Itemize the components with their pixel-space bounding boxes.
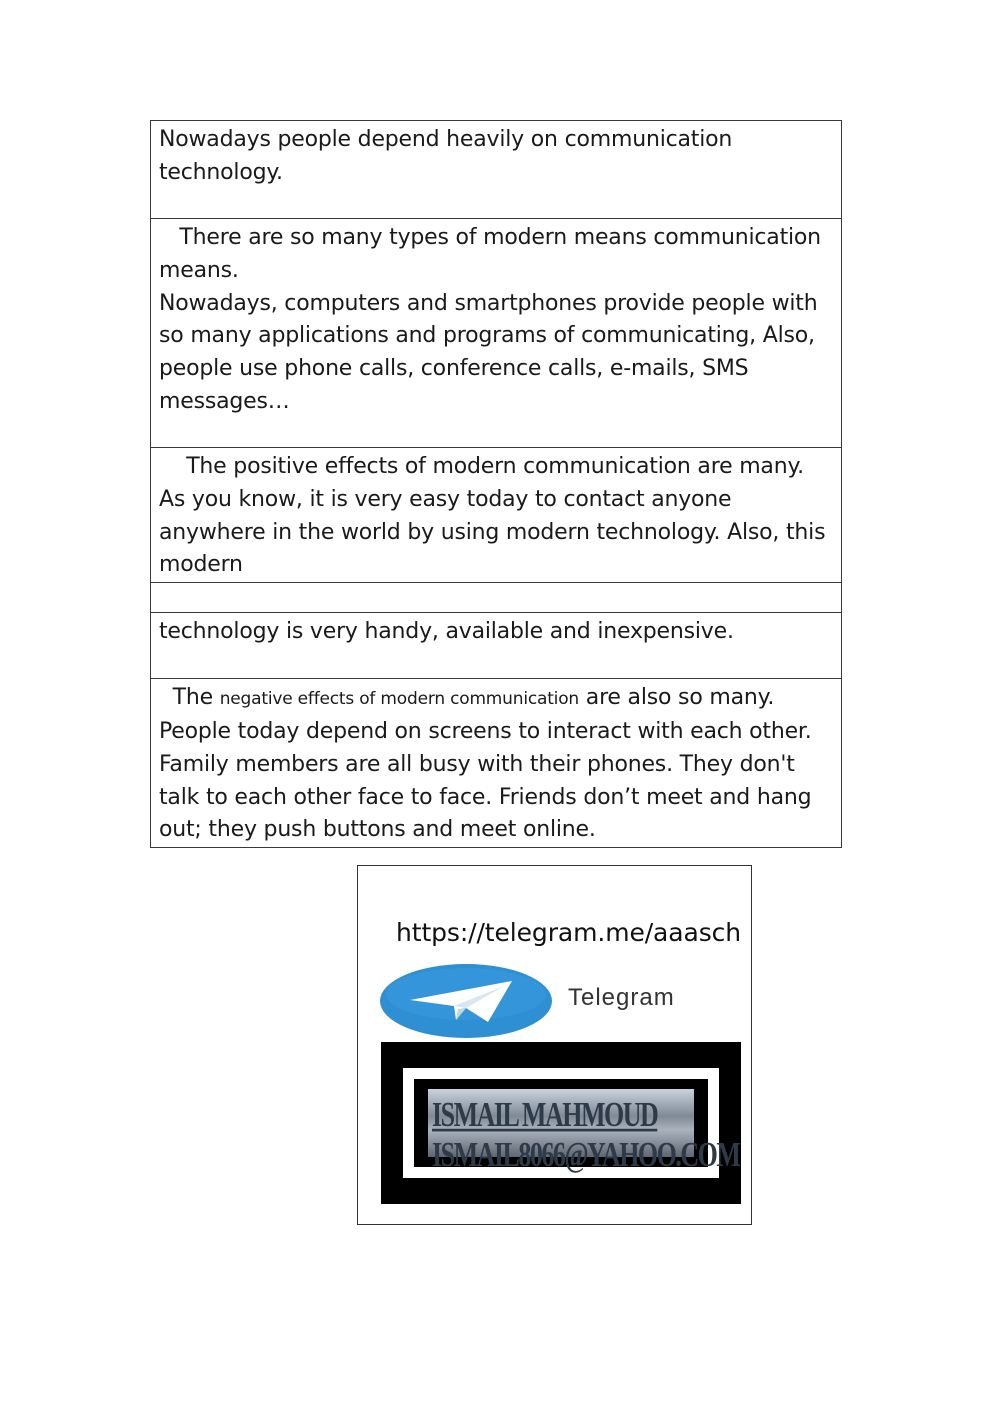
signature-stamp <box>381 1042 741 1204</box>
stamp-name: ISMAIL MAHMOUD <box>432 1095 658 1135</box>
positive-text: The positive effects of modern communication are many. As you know, it is very easy today to contact anyone anywhere in the world by using modern technology. Also, this modern <box>159 454 826 578</box>
intro-text: Nowadays people depend heavily on communication technology. <box>159 127 733 185</box>
table-cell-negative <box>151 679 842 848</box>
handy-text: technology is very handy, available and inexpensive. <box>159 619 734 645</box>
table-cell-empty <box>151 583 842 613</box>
types-detail-text: Nowadays, computers and smartphones provide people with so many applications and programs of communicating, Also, people use phone calls, conference calls, e-mails, SMS messages… <box>159 290 818 414</box>
types-text: There are so many types of modern means communication means. <box>159 225 821 283</box>
table-cell-intro <box>151 121 842 219</box>
table-cell-positive <box>151 448 842 583</box>
table-cell-types <box>151 219 842 448</box>
telegram-promo-box <box>357 865 752 1225</box>
telegram-plane-icon <box>380 964 552 1038</box>
table-cell-handy <box>151 613 842 679</box>
content-table <box>150 120 842 848</box>
negative-text: The negative effects of modern communication are also so many. People today depend on screens to interact with each other. Family members are all busy with their phones. They don't talk to each other face to face. Friends don’t meet and hang out; they push buttons and meet online. <box>159 685 812 843</box>
telegram-link[interactable]: https://telegram.me/aaasch <box>396 918 742 947</box>
stamp-email: ISMAIL8066@YAHOO.COM <box>432 1135 740 1175</box>
telegram-wordmark: Telegram <box>568 984 675 1011</box>
